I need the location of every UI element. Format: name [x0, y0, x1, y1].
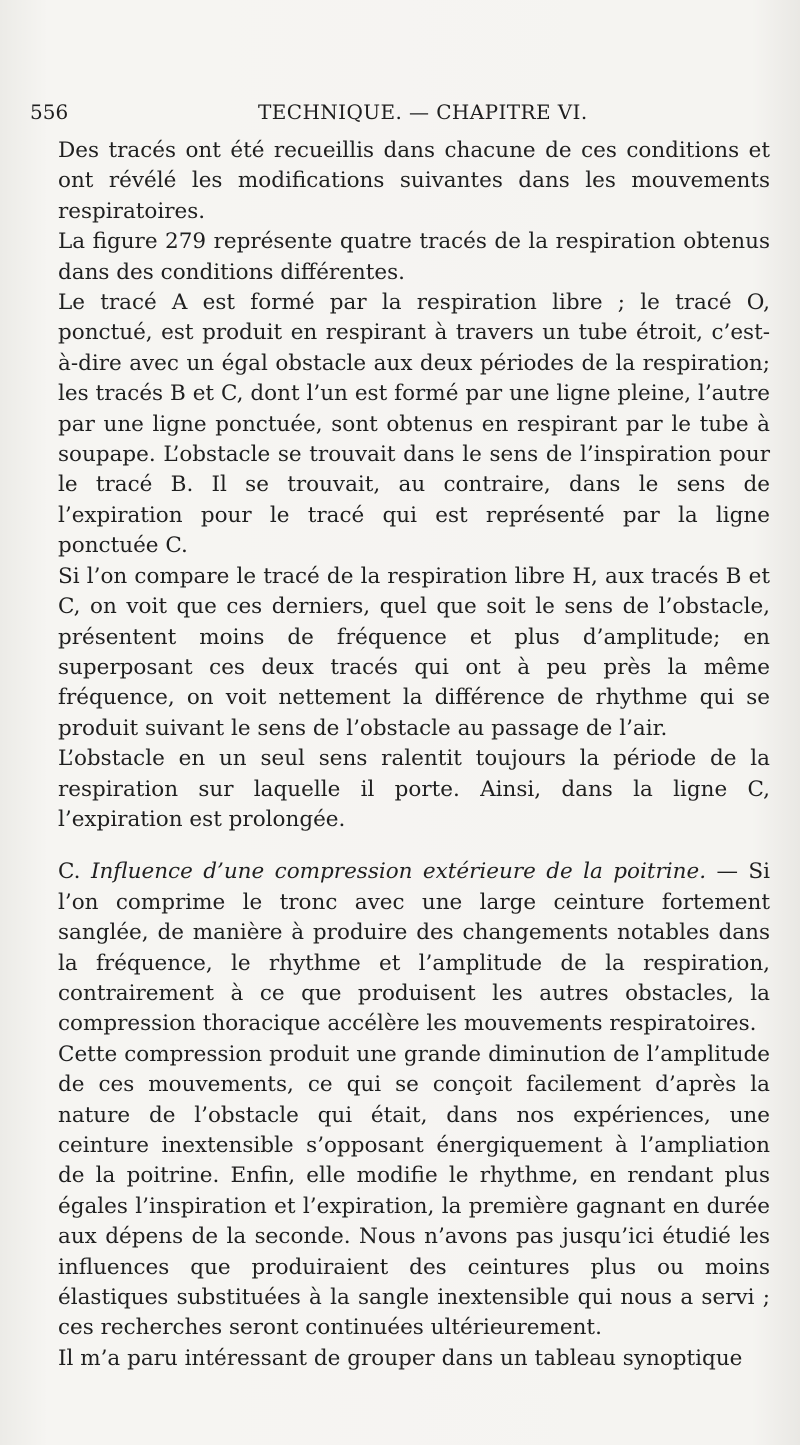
section-title: Influence d’une compression extérieure de la poitrine. — [90, 859, 707, 885]
section-c-paragraph — [58, 857, 770, 1039]
page-number: 556 — [30, 100, 69, 124]
paragraph-8: Il m’a paru intéressant de grouper dans un tableau synoptique — [58, 1345, 743, 1371]
section-gap — [58, 835, 770, 857]
section-c-text: — Si l’on comprime le tronc avec une large ceinture fortement sanglée, de manière à produire des changements notables dans la fréquence, le rhythme et l’amplitude de la respiration, contrairement à ce que produisent les autres obstacles, la compression thoracique accélère les mouvements respiratoires. — [58, 859, 771, 1037]
body-text — [58, 136, 770, 1374]
paragraph-5: L’obstacle en un seul sens ralentit toujours la période de la respiration sur laquelle il porte. Ainsi, dans la ligne C, l’expiration est prolongée. — [58, 746, 770, 832]
paragraph-1: Des tracés ont été recueillis dans chacune de ces conditions et ont révélé les modifications suivantes dans les mouvements respiratoires. — [58, 138, 770, 224]
paragraph-3: Le tracé A est formé par la respiration libre ; le tracé O, ponctué, est produit en respirant à travers un tube étroit, c’est-à-dire avec un égal obstacle aux deux périodes de la respiration; les tracés B et C, dont l’un est formé par une ligne pleine, l’autre par une ligne ponctuée, sont obtenus en respirant par le tube à soupape. L’obstacle se trouvait dans le sens de l’inspiration pour le tracé B. Il se trouvait, au contraire, dans le sens de l’expiration pour le tracé qui est représenté par la ligne ponctuée C. — [58, 290, 770, 559]
paragraph-2: La figure 279 représente quatre tracés de la respiration obtenus dans des conditions différentes. — [58, 229, 770, 285]
page-header — [30, 96, 770, 128]
paragraph-4: Si l’on compare le tracé de la respiration libre H, aux tracés B et C, on voit que ces derniers, quel que soit le sens de l’obstacle, présentent moins de fréquence et plus d’amplitude; en superposant ces deux tracés qui ont à peu près la même fréquence, on voit nettement la différence de rhythme qui se produit suivant le sens de l’obstacle au passage de l’air. — [58, 563, 770, 741]
paragraph-7: Cette compression produit une grande diminution de l’amplitude de ces mouvements, ce qui se conçoit facilement d’après la nature de l’obstacle qui était, dans nos expériences, une ceinture inextensible s’opposant énergiquement à l’ampliation de la poitrine. Enfin, elle modifie le rhythme, en rendant plus égales l’inspiration et l’expiration, la première gagnant en durée aux dépens de la seconde. Nous n’avons pas jusqu’ici étudié les influences que produiraient des ceintures plus ou moins élastiques substituées à la sangle inextensible qui nous a servi ; ces recherches seront continuées ultérieurement. — [58, 1041, 770, 1341]
running-title: TECHNIQUE. — CHAPITRE VI. — [258, 100, 588, 124]
section-letter: C. — [58, 859, 81, 885]
